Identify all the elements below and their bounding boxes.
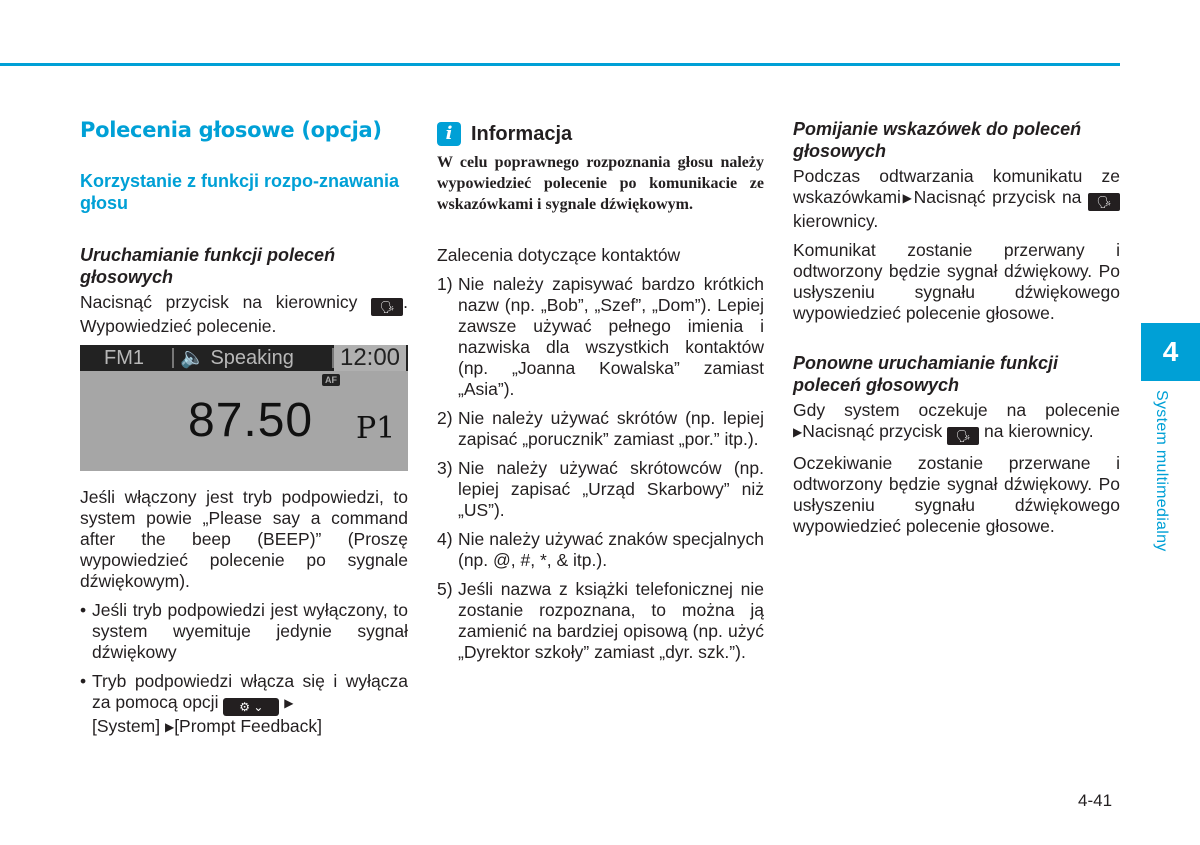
- arrow-right-icon: ▶: [900, 191, 914, 205]
- page-title: Polecenia głosowe (opcja): [80, 118, 382, 142]
- info-header: [437, 122, 764, 146]
- bullet-item: • Jeśli tryb podpowiedzi jest wyłączony, to system wyemituje jedynie sygnał dźwiękowy: [80, 600, 408, 662]
- list-number: 3): [437, 458, 453, 478]
- paragraph: [793, 166, 1120, 232]
- list-number: 5): [437, 579, 453, 599]
- display-frequency: 87.50: [188, 394, 314, 447]
- display-status-text: Speaking: [210, 347, 294, 369]
- info-title: Informacja: [471, 122, 573, 145]
- speaker-icon: 🔈: [180, 347, 205, 369]
- list-number: 1): [437, 274, 453, 294]
- list-text: Nie należy używać skrótowców (np. lepiej zapisać „Urząd Skarbowy” niż „US”).: [458, 458, 764, 520]
- header-rule: [0, 63, 1120, 66]
- text: Nacisnąć przycisk: [802, 421, 948, 441]
- text: Podczas odtwarzania komunikatu ze wskazówkami: [793, 166, 1120, 207]
- page-number: 4-41: [1078, 791, 1113, 810]
- list-item: [437, 579, 764, 663]
- voice-button-icon: 🗣: [1088, 193, 1120, 211]
- text: Gdy system oczekuje na polecenie: [793, 400, 1120, 420]
- list-number: 4): [437, 529, 453, 549]
- display-status: [180, 345, 294, 371]
- radio-display-image: [80, 345, 408, 471]
- list-item: [437, 274, 764, 400]
- contacts-intro: Zalecenia dotyczące kontaktów: [437, 245, 681, 265]
- paragraph: Komunikat zostanie przerwany i odtworzony będzie sygnał dźwiękowy. Po usłyszeniu sygnału dźwiękowego wypowiedzieć polecenie głosowe.: [793, 240, 1120, 323]
- display-band: FM1: [104, 347, 144, 369]
- paragraph: Jeśli włączony jest tryb podpowiedzi, to system powie „Please say a command after the beep (BEEP)” (Proszę wypowiedzieć polecenie po sygnale dźwiękowym).: [80, 487, 408, 591]
- text: na kierownicy.: [979, 421, 1094, 441]
- display-time: 12:00: [334, 345, 406, 371]
- section-heading: Uruchamianie funkcji poleceń głosowych: [80, 245, 336, 287]
- column-2: [437, 118, 764, 671]
- section-heading: Pomijanie wskazówek do poleceń głosowych: [793, 119, 1082, 161]
- text: kierownicy.: [793, 211, 879, 231]
- paragraph: Oczekiwanie zostanie przerwane i odtworzony będzie sygnał dźwiękowy. Po usłyszeniu sygnału dźwiękowego wypowiedzieć polecenie głosowe.: [793, 453, 1120, 536]
- arrow-right-icon: ▶: [164, 720, 175, 734]
- list-number: 2): [437, 408, 453, 428]
- chapter-tab: 4: [1141, 323, 1200, 381]
- text: Nacisnąć przycisk na: [913, 187, 1088, 207]
- text: . Wypowiedzieć polecenie.: [80, 292, 408, 336]
- list-item: [437, 529, 764, 571]
- info-text: W celu poprawnego rozpoznania głosu należy wypowiedzieć polecenie po komunikacie ze wskazówkami i sygnale dźwiękowym.: [437, 154, 764, 213]
- arrow-right-icon: ▶: [284, 696, 294, 710]
- text: Tryb podpowiedzi włącza się i wyłącza za pomocą opcji: [92, 671, 408, 712]
- paragraph: [80, 292, 408, 337]
- list-text: Nie należy zapisywać bardzo krótkich nazw (np. „Bob”, „Szef”, „Dom”). Lepiej zawsze używać pełnego imienia i nazwiska dla wszystkich kontaktów (np. „Joanna Kowalska” zamiast „Asia”).: [458, 274, 764, 399]
- list-text: Nie należy używać znaków specjalnych (np. @, #, *, & itp.).: [458, 529, 764, 570]
- setup-button-icon: ⚙ ⌄: [223, 698, 279, 716]
- list-item: [437, 458, 764, 521]
- section-heading: Ponowne uruchamianie funkcji poleceń głosowych: [793, 353, 1059, 395]
- column-1: [80, 118, 408, 746]
- arrow-right-icon: ▶: [793, 425, 803, 439]
- info-icon: i: [437, 122, 461, 146]
- bullet-item: • Tryb podpowiedzi włącza się i wyłącza za pomocą opcji ⚙ ⌄ ▶ [System] ▶[Prompt Feedback]: [80, 671, 408, 736]
- section-subtitle: Korzystanie z funkcji rozpo-znawania głosu: [80, 171, 400, 213]
- text: [System]: [92, 716, 161, 736]
- divider: [172, 348, 174, 368]
- list-text: Jeśli nazwa z książki telefonicznej nie zostanie rozpoznana, to można ją zamienić na bardziej opisową (np. użyć „Dyrektor szkoły” zamiast „dyr. szk.”).: [458, 579, 764, 662]
- chapter-label: System multimedialny: [1153, 390, 1170, 552]
- paragraph: [793, 400, 1120, 445]
- text: [Prompt Feedback]: [174, 716, 323, 736]
- text: Jeśli tryb podpowiedzi jest wyłączony, to system wyemituje jedynie sygnał dźwiękowy: [92, 600, 408, 662]
- list-item: [437, 408, 764, 450]
- voice-button-icon: 🗣: [371, 298, 403, 316]
- voice-button-icon: 🗣: [947, 427, 979, 445]
- column-3: [793, 118, 1120, 545]
- af-badge: AF: [322, 374, 340, 386]
- display-preset: P1: [356, 411, 396, 446]
- list-text: Nie należy używać skrótów (np. lepiej zapisać „porucznik” zamiast „por.” itp.).: [458, 408, 764, 449]
- text: Nacisnąć przycisk na kierownicy: [80, 292, 372, 312]
